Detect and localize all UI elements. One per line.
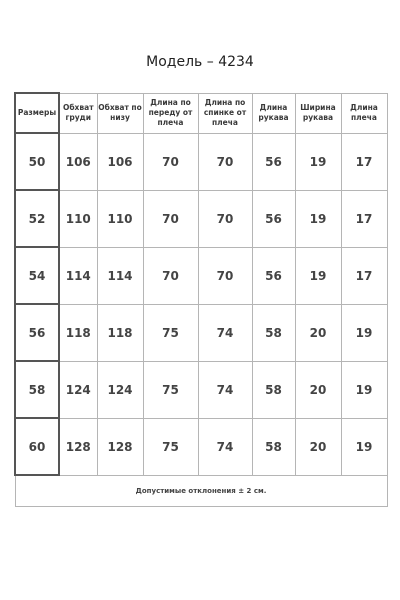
table-footer-row: [15, 475, 387, 507]
header-shoulder-length: Длина плеча: [341, 93, 387, 133]
header-back-length: Длина по спинке от плеча: [198, 93, 252, 133]
header-sleeve-length: Длина рукава: [252, 93, 295, 133]
size-table-container: [14, 92, 386, 507]
table-cell: 106: [59, 133, 97, 190]
table-cell: 74: [198, 304, 252, 361]
table-cell: 19: [341, 361, 387, 418]
table-row: [15, 361, 387, 418]
table-cell: 70: [143, 133, 198, 190]
header-sizes: Размеры: [15, 93, 59, 133]
header-sleeve-width: Ширина рукава: [295, 93, 341, 133]
table-row: [15, 304, 387, 361]
header-hem-girth: Обхват по низу: [97, 93, 143, 133]
size-cell: 56: [15, 304, 59, 361]
table-cell: 56: [252, 133, 295, 190]
table-cell: 19: [295, 190, 341, 247]
size-cell: 54: [15, 247, 59, 304]
table-cell: 20: [295, 304, 341, 361]
size-cell: 52: [15, 190, 59, 247]
table-cell: 58: [252, 418, 295, 475]
table-cell: 114: [97, 247, 143, 304]
size-cell: 58: [15, 361, 59, 418]
table-cell: 70: [198, 247, 252, 304]
table-cell: 110: [59, 190, 97, 247]
table-cell: 56: [252, 190, 295, 247]
table-cell: 19: [295, 133, 341, 190]
table-cell: 124: [97, 361, 143, 418]
table-cell: 106: [97, 133, 143, 190]
table-cell: 75: [143, 361, 198, 418]
table-cell: 19: [341, 304, 387, 361]
size-table: [14, 92, 388, 507]
table-cell: 75: [143, 418, 198, 475]
page-title: Модель – 4234: [146, 54, 254, 70]
table-cell: 118: [59, 304, 97, 361]
table-cell: 58: [252, 361, 295, 418]
table-cell: 74: [198, 361, 252, 418]
table-cell: 70: [198, 133, 252, 190]
table-cell: 118: [97, 304, 143, 361]
table-cell: 20: [295, 361, 341, 418]
header-front-length: Длина по переду от плеча: [143, 93, 198, 133]
table-cell: 58: [252, 304, 295, 361]
table-row: [15, 190, 387, 247]
table-cell: 75: [143, 304, 198, 361]
table-cell: 114: [59, 247, 97, 304]
table-cell: 56: [252, 247, 295, 304]
table-cell: 124: [59, 361, 97, 418]
table-cell: 70: [143, 190, 198, 247]
table-cell: 19: [295, 247, 341, 304]
table-row: [15, 418, 387, 475]
table-cell: 70: [198, 190, 252, 247]
table-cell: 20: [295, 418, 341, 475]
size-cell: 50: [15, 133, 59, 190]
table-cell: 74: [198, 418, 252, 475]
table-row: [15, 247, 387, 304]
header-chest-girth: Обхват груди: [59, 93, 97, 133]
table-cell: 17: [341, 247, 387, 304]
table-row: [15, 133, 387, 190]
table-header-row: [15, 93, 387, 133]
table-cell: 128: [97, 418, 143, 475]
table-cell: 128: [59, 418, 97, 475]
size-cell: 60: [15, 418, 59, 475]
table-cell: 17: [341, 133, 387, 190]
table-cell: 17: [341, 190, 387, 247]
table-cell: 19: [341, 418, 387, 475]
table-cell: 70: [143, 247, 198, 304]
tolerance-note: Допустимые отклонения ± 2 см.: [15, 475, 387, 507]
table-cell: 110: [97, 190, 143, 247]
